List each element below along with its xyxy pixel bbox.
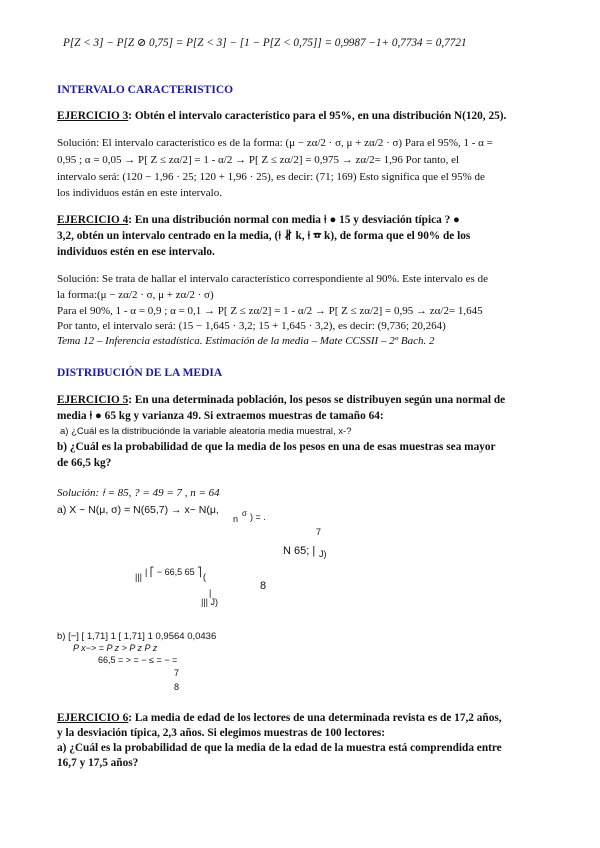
exercise-5-solution-b: P x−> = P z > P z P z [73,643,158,653]
formula-fragment: σ [242,509,247,518]
exercise-5-part-b: de 66,5 kg? [57,457,112,469]
exercise-3-text: : Obtén el intervalo característico para el 95%, en una distribución N(120, 25). [128,110,507,122]
exercise-4-solution-line: Solución: Se trata de hallar el intervalo característico correspondiente al 90%. Este intervalo es de [57,273,488,285]
exercise-6-part-a: a) ¿Cuál es la probabilidad de que la media de la edad de la muestra está comprendida entre [57,742,502,754]
formula-fragment: n [233,514,239,524]
exercise-5-solution-b: 66,5 = > = − ≤ = − = [98,655,178,665]
formula-fragment: 8 [260,580,267,592]
exercise-4-solution-line: Por tanto, el intervalo será: (15 − 1,645 · 3,2; 15 + 1,645 · 3,2), es decir: (9,736; 20,264) [57,320,446,332]
exercise-5-solution-head: Solución: ⍿ = 85, ? = 49 = 7 , n = 64 [57,487,220,499]
formula-fragment: ) = . [250,512,266,522]
formula-fragment: ||| J) [201,597,219,607]
exercise-5-part-b: b) ¿Cuál es la probabilidad de que la media de los pesos en una de esas muestras sea mayor [57,441,496,453]
exercise-5-label: EJERCICIO 5 [57,394,129,406]
exercise-4-text-line: individuos estén en ese intervalo. [57,246,215,258]
exercise-4-text-line: 3,2, obtén un intervalo centrado en la media, (⍿ ∦ k, ⍿ ☎ k), de forma que el 90% de los [57,230,471,242]
exercise-3-solution-line: Solución: El intervalo característico es de la forma: (μ − zα/2 · σ, μ + zα/2 · σ) Para el 95%, 1 - α = [57,137,493,149]
formula-fragment: ( [203,572,206,582]
exercise-3-solution-line: intervalo será: (120 − 1,96 · 25; 120 + 1,96 · 25), es decir: (71; 169) Esto significa que el 95% de [57,171,485,183]
formula-fragment: ||| [135,572,143,582]
page-footer: Tema 12 – Inferencia estadística. Estimación de la media – Mate CCSSII – 2º Bach. 2 [57,335,435,347]
exercise-6-statement [57,711,502,725]
exercise-5-solution-b: 8 [174,682,180,692]
exercise-6-part-a: 16,7 y 17,5 años? [57,757,139,769]
formula-fragment: 7 [316,527,322,537]
exercise-6-text: : La media de edad de los lectores de una determinada revista es de 17,2 años, [128,712,502,724]
exercise-5-solution-b: 7 [174,668,180,678]
formula-fragment: | ⎡ − 66,5 65 ⎤ [145,567,202,577]
exercise-5-solution-a: a) X ~ N(μ, σ) = N(65,7) → x~ N(μ, [57,504,219,516]
exercise-5-text: : En una determinada población, los pesos se distribuyen según una normal de [128,394,506,406]
exercise-3-solution-line: los individuos están en este intervalo. [57,187,222,199]
top-formula: P[Z < 3] − P[Z ⊘ 0,75] = P[Z < 3] − [1 − P[Z < 0,75]] = 0,9987 −1+ 0,7734 = 0,7721 [63,37,467,49]
exercise-3-label: EJERCICIO 3 [57,110,129,122]
formula-fragment: N 65; | [283,545,316,557]
exercise-5-part-a: a) ¿Cuál es la distribuciónde la variable aleatoria media muestral, x-? [60,426,352,437]
exercise-4-label: EJERCICIO 4 [57,214,129,226]
exercise-4-statement [57,213,460,227]
exercise-5-statement [57,393,505,407]
formula-fragment: | [209,588,212,598]
exercise-3-statement [57,109,506,123]
exercise-4-solution-line: la forma:(μ − zα/2 · σ, μ + zα/2 · σ) [57,289,214,301]
section-heading-mean: DISTRIBUCIÓN DE LA MEDIA [57,367,223,379]
exercise-3-solution-line: 0,95 ; α = 0,05 → P[ Z ≤ zα/2] = 1 - α/2 → P[ Z ≤ zα/2] = 0,975 → zα/2= 1,96 Por tanto, el [57,154,460,166]
exercise-5-solution-b: b) [−] [ 1,71] 1 [ 1,71] 1 0,9564 0,0436 [57,631,217,642]
exercise-4-text: : En una distribución normal con media ⍿ ● 15 y desviación típica ? ● [128,214,460,226]
section-heading-interval: INTERVALO CARACTERISTICO [57,84,234,96]
exercise-6-text-line: y la desviación típica, 2,3 años. Si elegimos muestras de 100 lectores: [57,727,386,739]
formula-fragment: J) [319,549,327,559]
exercise-4-solution-line: Para el 90%, 1 - α = 0,9 ; α = 0,1 → P[ Z ≤ zα/2] = 1 - α/2 → P[ Z ≤ zα/2] = 0,95 → zα/2= 1,645 [57,305,483,317]
exercise-5-text-line: media ⍿ ● 65 kg y varianza 49. Si extraemos muestras de tamaño 64: [57,410,384,422]
exercise-6-label: EJERCICIO 6 [57,712,129,724]
